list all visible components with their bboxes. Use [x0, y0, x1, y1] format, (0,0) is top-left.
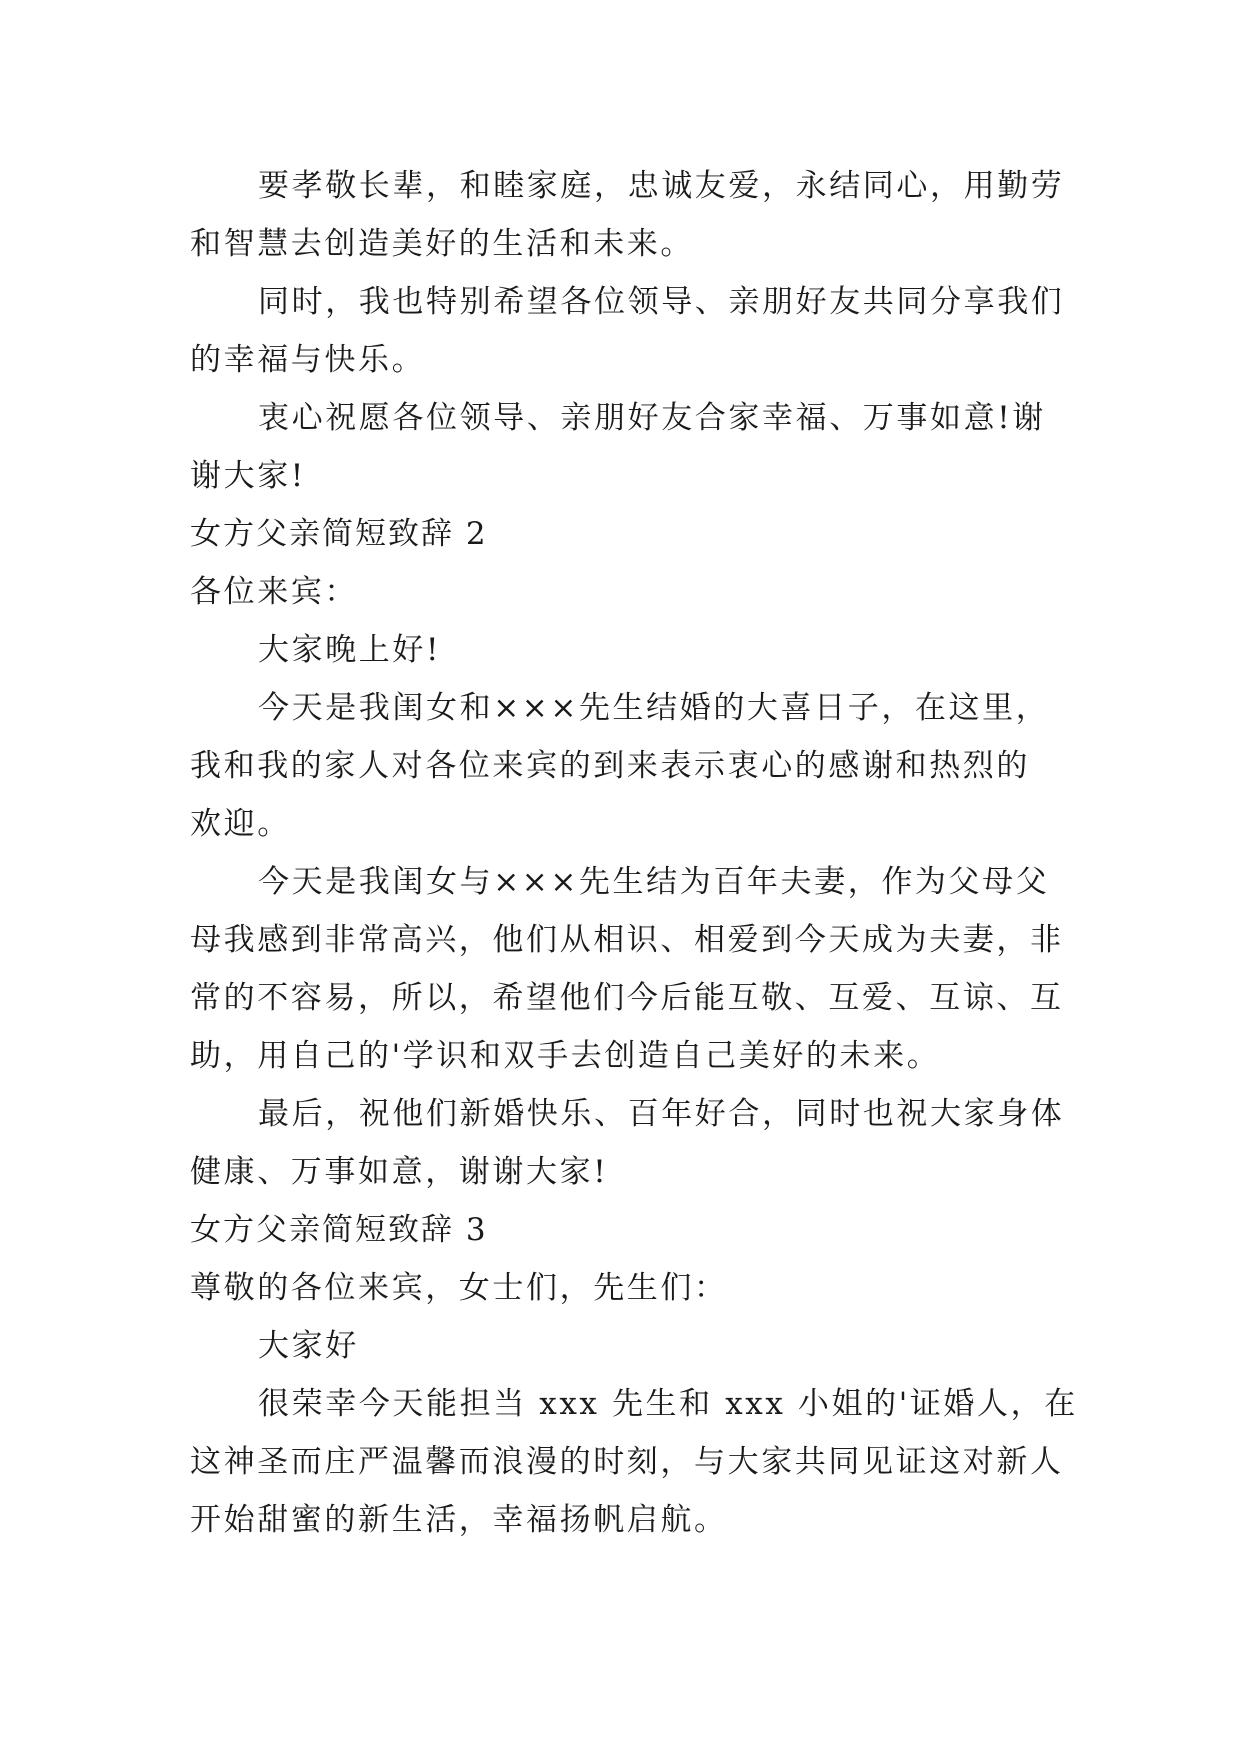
paragraph-line: 开始甜蜜的新生活，幸福扬帆启航。: [190, 1502, 728, 1538]
section-heading: 女方父亲简短致辞 2: [190, 516, 488, 552]
paragraph-line: 要孝敬长辈，和睦家庭，忠诚友爱，永结同心，用勤劳: [258, 168, 1065, 204]
paragraph-line: 的幸福与快乐。: [190, 342, 426, 378]
paragraph-line: 今天是我闺女和×××先生结婚的大喜日子，在这里，: [258, 690, 1050, 726]
paragraph-line: 今天是我闺女与×××先生结为百年夫妻，作为父母父: [258, 864, 1050, 900]
paragraph-line: 常的不容易，所以，希望他们今后能互敬、互爱、互谅、互: [190, 980, 1064, 1016]
paragraph-line: 欢迎。: [190, 806, 291, 842]
section-heading: 女方父亲简短致辞 3: [190, 1212, 488, 1248]
greeting-line: 大家好: [258, 1328, 359, 1364]
paragraph-line: 我和我的家人对各位来宾的到来表示衷心的感谢和热烈的: [190, 748, 1030, 784]
paragraph-line: 谢大家!: [190, 458, 306, 494]
paragraph-line: 很荣幸今天能担当 xxx 先生和 xxx 小姐的'证婚人，在: [258, 1386, 1078, 1422]
paragraph-line: 最后，祝他们新婚快乐、百年好合，同时也祝大家身体: [258, 1096, 1065, 1132]
paragraph-line: 母我感到非常高兴，他们从相识、相爱到今天成为夫妻，非: [190, 922, 1064, 958]
greeting-line: 大家晚上好!: [258, 632, 442, 668]
paragraph-line: 这神圣而庄严温馨而浪漫的时刻，与大家共同见证这对新人: [190, 1444, 1064, 1480]
salutation-line: 尊敬的各位来宾，女士们，先生们：: [190, 1270, 728, 1306]
salutation-line: 各位来宾：: [190, 574, 358, 610]
paragraph-line: 助，用自己的'学识和双手去创造自己美好的未来。: [190, 1038, 941, 1074]
paragraph-line: 健康、万事如意，谢谢大家!: [190, 1154, 609, 1190]
paragraph-line: 同时，我也特别希望各位领导、亲朋好友共同分享我们: [258, 284, 1065, 320]
paragraph-line: 和智慧去创造美好的生活和未来。: [190, 226, 694, 262]
paragraph-line: 衷心祝愿各位领导、亲朋好友合家幸福、万事如意!谢: [258, 400, 1046, 436]
